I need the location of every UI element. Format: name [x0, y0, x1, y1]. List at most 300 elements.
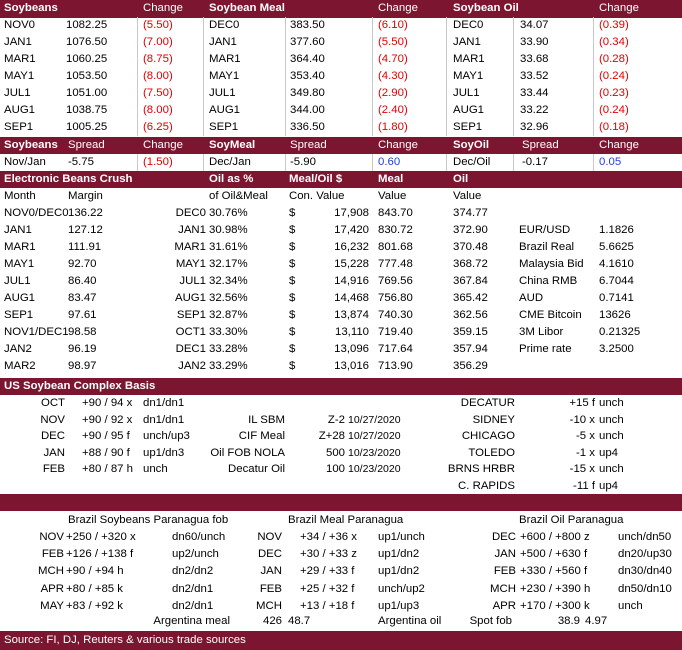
crush-oil-value: 365.42	[453, 292, 488, 304]
basis-value: +15 f	[569, 397, 595, 409]
spread-cell: 0.60	[378, 156, 401, 168]
crush-month: JUL1	[4, 275, 31, 287]
crush-month: AUG1	[4, 292, 36, 304]
futures-cell: (5.50)	[143, 19, 173, 31]
crush-oil-pct: 33.30%	[209, 326, 248, 338]
column-divider	[372, 154, 373, 171]
column-divider	[285, 34, 286, 51]
crush-dollar: $	[289, 275, 296, 287]
futures-cell: (0.24)	[599, 70, 629, 82]
brazil-bid: +83 / +92 k	[66, 599, 123, 612]
crush-subheader: Month	[4, 190, 36, 202]
basis-location: DECATUR	[460, 397, 515, 409]
crush-subheader: of Oil&Meal	[209, 190, 268, 202]
column-divider	[372, 68, 373, 85]
spread-cell: Dec/Jan	[209, 156, 251, 168]
futures-cell: DEC0	[453, 19, 484, 31]
market-value: 5.6625	[599, 241, 634, 253]
crush-oil-pct: 33.29%	[209, 360, 248, 372]
crush-oil-value: 370.48	[453, 241, 488, 253]
market-name: Brazil Real	[519, 241, 575, 253]
column-divider	[285, 119, 286, 136]
basis-change: up1/dn3	[143, 446, 185, 459]
crush-con-value: 13,874	[334, 309, 369, 321]
spread-cell: 0.05	[599, 156, 622, 168]
column-divider	[513, 17, 514, 34]
column-divider	[513, 119, 514, 136]
spreads-header-0: Soybeans	[4, 139, 58, 151]
basis-title: US Soybean Complex Basis	[4, 380, 156, 392]
column-divider	[593, 51, 594, 68]
futures-cell: NOV0	[4, 19, 36, 31]
crush-oil-month: OCT1	[175, 326, 206, 338]
futures-cell: 1038.75	[66, 104, 108, 116]
basis-location: CIF Meal	[238, 430, 285, 442]
futures-cell: 344.00	[290, 104, 325, 116]
brazil-change: dn2/dn1	[172, 582, 214, 595]
futures-cell: 377.60	[290, 36, 325, 48]
column-divider	[513, 154, 514, 171]
brazil-change: dn30/dn40	[618, 565, 672, 578]
brazil-month: MCH	[256, 599, 282, 612]
brazil-month: APR	[492, 599, 516, 612]
futures-cell: (2.90)	[378, 87, 408, 99]
crush-oil-month: JUL1	[179, 275, 206, 287]
futures-cell: (0.39)	[599, 19, 629, 31]
brazil-change: dn50/dn10	[618, 582, 672, 595]
basis-month: JAN	[43, 446, 65, 459]
brazil-bid: +500 / +630 f	[520, 548, 588, 561]
futures-header-4: Soybean Oil	[453, 2, 519, 14]
column-divider	[285, 17, 286, 34]
column-divider	[203, 17, 204, 34]
futures-cell: (1.80)	[378, 121, 408, 133]
crush-oil-pct: 30.98%	[209, 224, 248, 236]
market-value: 4.1610	[599, 258, 634, 270]
futures-cell: 1053.50	[66, 70, 108, 82]
column-divider	[203, 68, 204, 85]
spread-cell: -0.17	[522, 156, 548, 168]
crush-oil-month: JAN2	[178, 360, 206, 372]
futures-cell: 383.50	[290, 19, 325, 31]
basis-change: up4	[599, 479, 619, 492]
futures-cell: 364.40	[290, 53, 325, 65]
basis-value: -15 x	[569, 463, 595, 475]
brazil-meal-title: Brazil Meal Paranagua	[288, 514, 404, 526]
column-divider	[446, 51, 447, 68]
crush-oil-pct-header: Oil as %	[209, 173, 254, 185]
column-divider	[372, 51, 373, 68]
column-divider	[137, 154, 138, 171]
crush-oil-value: 356.29	[453, 360, 488, 372]
market-value: 13626	[599, 309, 631, 321]
basis-date: 10/27/2020	[348, 430, 401, 442]
futures-cell: (8.00)	[143, 70, 173, 82]
futures-cell: (4.30)	[378, 70, 408, 82]
crush-margin: 98.58	[68, 326, 97, 338]
brazil-bid: +90 / +94 h	[66, 565, 124, 578]
crush-meal-value: 719.40	[378, 326, 413, 338]
brazil-change: dn60/unch	[172, 531, 226, 543]
futures-cell: DEC0	[209, 19, 240, 31]
basis-month: OCT	[40, 397, 65, 409]
crush-oil-value: 372.90	[453, 224, 488, 236]
futures-cell: 33.22	[520, 104, 549, 116]
crush-meal-value: 717.64	[378, 343, 413, 355]
crush-margin: 97.61	[68, 309, 97, 321]
spreads-header-8: Change	[599, 139, 639, 151]
crush-month: NOV0/DEC0	[4, 207, 69, 219]
crush-meal-oil-header: Meal/Oil $	[289, 173, 343, 185]
column-divider	[203, 154, 204, 171]
spread-cell: -5.90	[290, 156, 316, 168]
basis-date: 10/27/2020	[348, 413, 401, 426]
crush-meal-header: Meal	[378, 173, 404, 185]
futures-cell: MAY1	[453, 70, 484, 82]
futures-cell: MAR1	[453, 53, 485, 65]
futures-header-2: Soybean Meal	[209, 2, 285, 14]
futures-cell: MAY1	[4, 70, 35, 82]
crush-con-value: 13,096	[334, 343, 369, 355]
futures-cell: (0.18)	[599, 121, 629, 133]
crush-month: MAR2	[4, 360, 36, 372]
column-divider	[593, 17, 594, 34]
brazil-bid: +80 / +85 k	[66, 582, 123, 595]
crush-oil-month: JAN1	[178, 224, 206, 236]
column-divider	[593, 85, 594, 102]
crush-con-value: 14,916	[334, 275, 369, 287]
basis-bid: +90 / 95 f	[82, 430, 130, 442]
source-text: Source: FI, DJ, Reuters & various trade sources	[4, 634, 246, 646]
crush-oil-month: MAY1	[175, 258, 206, 270]
market-value: 0.7141	[599, 292, 634, 304]
brazil-bid: +250 / +320 x	[66, 531, 136, 543]
basis-value: 500	[325, 446, 345, 459]
crush-meal-value: 756.80	[378, 292, 413, 304]
futures-cell: AUG1	[209, 104, 241, 116]
brazil-change: dn2/dn2	[172, 565, 214, 578]
column-divider	[446, 85, 447, 102]
spreads-header-5: Change	[378, 139, 418, 151]
brazil-month: FEB	[259, 582, 282, 595]
spread-cell: -5.75	[68, 156, 94, 168]
basis-change: unch/up3	[143, 430, 190, 442]
brazil-change: unch/up2	[378, 582, 425, 595]
basis-change: unch	[599, 430, 624, 442]
crush-dollar: $	[289, 309, 296, 321]
basis-value: -11 f	[573, 479, 595, 492]
crush-meal-value: 777.48	[378, 258, 413, 270]
futures-cell: (4.70)	[378, 53, 408, 65]
crush-con-value: 13,110	[335, 326, 369, 338]
argentina-oil-value: 38.9	[557, 615, 580, 627]
column-divider	[593, 102, 594, 119]
crush-con-value: 15,228	[334, 258, 369, 270]
crush-oil-value: 368.72	[453, 258, 488, 270]
brazil-month: NOV	[39, 531, 64, 543]
column-divider	[446, 17, 447, 34]
crush-con-value: 14,468	[334, 292, 369, 304]
futures-cell: (7.00)	[143, 36, 173, 48]
crush-month: JAN1	[4, 224, 32, 236]
spread-cell: Nov/Jan	[4, 156, 46, 168]
crush-dollar: $	[289, 360, 296, 372]
basis-change: up4	[599, 446, 619, 459]
futures-header-1: Change	[143, 2, 183, 14]
brazil-change: up1/dn2	[378, 565, 420, 578]
column-divider	[446, 102, 447, 119]
crush-month: NOV1/DEC1	[4, 326, 69, 338]
basis-change: dn1/dn1	[143, 413, 185, 426]
basis-bid: +90 / 94 x	[82, 397, 133, 409]
brazil-bid: +230 / +390 h	[520, 582, 591, 595]
futures-cell: (5.50)	[378, 36, 408, 48]
column-divider	[203, 85, 204, 102]
column-divider	[446, 154, 447, 171]
futures-cell: MAY1	[209, 70, 240, 82]
futures-cell: 32.96	[520, 121, 549, 133]
column-divider	[285, 102, 286, 119]
crush-dollar: $	[289, 258, 296, 270]
column-divider	[285, 51, 286, 68]
crush-margin: 92.70	[68, 258, 97, 270]
market-value: 3.2500	[599, 343, 634, 355]
crush-margin: 83.47	[68, 292, 97, 304]
basis-value: Z+28	[318, 430, 345, 442]
crush-month: JAN2	[4, 343, 32, 355]
futures-cell: JAN1	[209, 36, 237, 48]
crush-meal-value: 769.56	[378, 275, 413, 287]
futures-cell: 353.40	[290, 70, 325, 82]
market-name: Malaysia Bid	[519, 258, 584, 270]
brazil-month: JAN	[260, 565, 282, 578]
crush-dollar: $	[289, 224, 296, 236]
futures-cell: JUL1	[209, 87, 236, 99]
crush-meal-value: 843.70	[378, 207, 413, 219]
basis-change: unch	[599, 397, 624, 409]
crush-con-value: 13,016	[334, 360, 369, 372]
column-divider	[513, 51, 514, 68]
crush-oil-value: 357.94	[453, 343, 488, 355]
crush-oil-pct: 32.34%	[209, 275, 248, 287]
column-divider	[372, 102, 373, 119]
column-divider	[513, 102, 514, 119]
column-divider	[513, 34, 514, 51]
futures-cell: 1082.25	[66, 19, 108, 31]
futures-cell: SEP1	[209, 121, 239, 133]
futures-cell: (8.75)	[143, 53, 173, 65]
column-divider	[593, 34, 594, 51]
basis-date: 10/23/2020	[348, 463, 401, 475]
brazil-bid: +126 / +138 f	[66, 548, 134, 561]
column-divider	[372, 119, 373, 136]
futures-header-5: Change	[599, 2, 639, 14]
futures-cell: JUL1	[4, 87, 31, 99]
futures-cell: (6.25)	[143, 121, 173, 133]
brazil-change: up1/unch	[378, 531, 425, 543]
basis-value: -1 x	[576, 446, 595, 459]
market-name: Prime rate	[519, 343, 572, 355]
crush-subheader: Value	[453, 190, 482, 202]
crush-oil-month: AUG1	[174, 292, 206, 304]
crush-oil-value: 359.15	[453, 326, 488, 338]
column-divider	[285, 68, 286, 85]
basis-value: 100	[325, 463, 345, 475]
basis-bid: +90 / 92 x	[82, 413, 133, 426]
column-divider	[137, 102, 138, 119]
crush-oil-value: 374.77	[453, 207, 488, 219]
crush-oil-pct: 33.28%	[209, 343, 248, 355]
spreads-header-7: Spread	[522, 139, 559, 151]
crush-dollar: $	[289, 326, 296, 338]
argentina-oil-label: Argentina oil	[378, 615, 442, 627]
crush-margin: 98.97	[68, 360, 97, 372]
brazil-bid: +29 / +33 f	[300, 565, 355, 578]
brazil-oil-title: Brazil Oil Paranagua	[519, 514, 624, 526]
basis-location: BRNS HRBR	[447, 463, 515, 475]
column-divider	[203, 34, 204, 51]
crush-meal-value: 740.30	[378, 309, 413, 321]
crush-oil-pct: 32.17%	[209, 258, 248, 270]
brazil-month: FEB	[493, 565, 516, 578]
brazil-month: DEC	[491, 531, 516, 543]
market-name: China RMB	[519, 275, 578, 287]
crush-subheader: Value	[378, 190, 407, 202]
crush-oil-pct: 31.61%	[209, 241, 248, 253]
spreads-header-1: Spread	[68, 139, 105, 151]
futures-cell: SEP1	[4, 121, 34, 133]
basis-value: Z-2	[327, 413, 345, 426]
crush-oil-pct: 32.87%	[209, 309, 248, 321]
basis-location: IL SBM	[248, 413, 285, 426]
crush-meal-value: 801.68	[378, 241, 413, 253]
futures-cell: (0.23)	[599, 87, 629, 99]
basis-location: Oil FOB NOLA	[210, 446, 285, 459]
argentina-meal-label: Argentina meal	[153, 615, 230, 627]
crush-oil-value: 362.56	[453, 309, 488, 321]
column-divider	[137, 17, 138, 34]
market-name: 3M Libor	[519, 326, 564, 338]
spot-fob-label: Spot fob	[469, 615, 512, 627]
column-divider	[137, 34, 138, 51]
column-divider	[593, 68, 594, 85]
futures-cell: 34.07	[520, 19, 549, 31]
basis-location: C. RAPIDS	[458, 479, 515, 492]
futures-cell: 349.80	[290, 87, 325, 99]
futures-cell: AUG1	[4, 104, 36, 116]
futures-cell: SEP1	[453, 121, 483, 133]
crush-oil-month: DEC0	[175, 207, 206, 219]
crush-dollar: $	[289, 292, 296, 304]
market-value: 1.1826	[599, 224, 634, 236]
futures-cell: (0.34)	[599, 36, 629, 48]
spreads-header-4: Spread	[290, 139, 327, 151]
column-divider	[446, 119, 447, 136]
crush-oil-month: MAR1	[174, 241, 206, 253]
spreads-header-6: SoyOil	[453, 139, 490, 151]
crush-subheader: Con. Value	[289, 190, 345, 202]
column-divider	[137, 51, 138, 68]
basis-location: Decatur Oil	[228, 463, 285, 475]
basis-location: SIDNEY	[472, 413, 515, 426]
futures-header-3: Change	[378, 2, 418, 14]
brazil-divider-band	[0, 494, 682, 511]
futures-cell: MAR1	[4, 53, 36, 65]
crush-month: MAY1	[4, 258, 35, 270]
crush-oil-month: DEC1	[175, 343, 206, 355]
column-divider	[137, 85, 138, 102]
crush-con-value: 17,420	[334, 224, 369, 236]
crush-meal-value: 830.72	[378, 224, 413, 236]
basis-bid: +80 / 87 h	[82, 463, 133, 475]
brazil-change: dn2/dn1	[172, 599, 214, 612]
futures-cell: 1076.50	[66, 36, 108, 48]
crush-con-value: 17,908	[334, 207, 369, 219]
brazil-month: DEC	[257, 548, 282, 561]
column-divider	[285, 154, 286, 171]
market-value: 0.21325	[599, 326, 641, 338]
column-divider	[285, 85, 286, 102]
argentina-oil-value2: 4.97	[585, 615, 608, 627]
crush-oil-month: SEP1	[176, 309, 206, 321]
brazil-change: up1/dn2	[378, 548, 420, 561]
brazil-change: unch/dn50	[618, 531, 672, 543]
column-divider	[372, 34, 373, 51]
brazil-bid: +34 / +36 x	[300, 531, 357, 543]
brazil-month: MCH	[38, 565, 64, 578]
basis-value: -10 x	[569, 413, 595, 426]
futures-cell: 336.50	[290, 121, 325, 133]
brazil-change: up2/unch	[172, 548, 219, 561]
brazil-month: MAY	[40, 599, 64, 612]
futures-header-0: Soybeans	[4, 2, 58, 14]
brazil-month: MCH	[490, 582, 516, 595]
crush-margin: 127.12	[68, 224, 103, 236]
spreads-header-3: SoyMeal	[209, 139, 256, 151]
brazil-month: JAN	[494, 548, 516, 561]
brazil-month: APR	[40, 582, 64, 595]
column-divider	[203, 119, 204, 136]
futures-header-band	[0, 0, 682, 18]
crush-dollar: $	[289, 343, 296, 355]
futures-cell: (2.40)	[378, 104, 408, 116]
crush-con-value: 16,232	[334, 241, 369, 253]
crush-dollar: $	[289, 241, 296, 253]
basis-location: TOLEDO	[468, 446, 515, 459]
brazil-month: NOV	[257, 531, 282, 543]
brazil-bid: +600 / +800 z	[520, 531, 590, 543]
basis-month: FEB	[42, 463, 65, 475]
crush-oil-pct: 30.76%	[209, 207, 248, 219]
futures-cell: 1060.25	[66, 53, 108, 65]
brazil-bid: +30 / +33 z	[300, 548, 357, 561]
crush-title: Electronic Beans Crush	[4, 173, 133, 185]
futures-cell: JAN1	[4, 36, 32, 48]
brazil-change: up1/up3	[378, 599, 420, 612]
spread-cell: Dec/Oil	[453, 156, 491, 168]
argentina-meal-value: 426	[262, 615, 282, 627]
spreads-header-2: Change	[143, 139, 183, 151]
column-divider	[513, 85, 514, 102]
futures-cell: 1005.25	[66, 121, 108, 133]
column-divider	[372, 17, 373, 34]
basis-bid: +88 / 90 f	[82, 446, 130, 459]
brazil-bid: +330 / +560 f	[520, 565, 588, 578]
argentina-meal-value2: 48.7	[288, 615, 311, 627]
futures-cell: (0.28)	[599, 53, 629, 65]
crush-oil-pct: 32.56%	[209, 292, 248, 304]
column-divider	[593, 119, 594, 136]
